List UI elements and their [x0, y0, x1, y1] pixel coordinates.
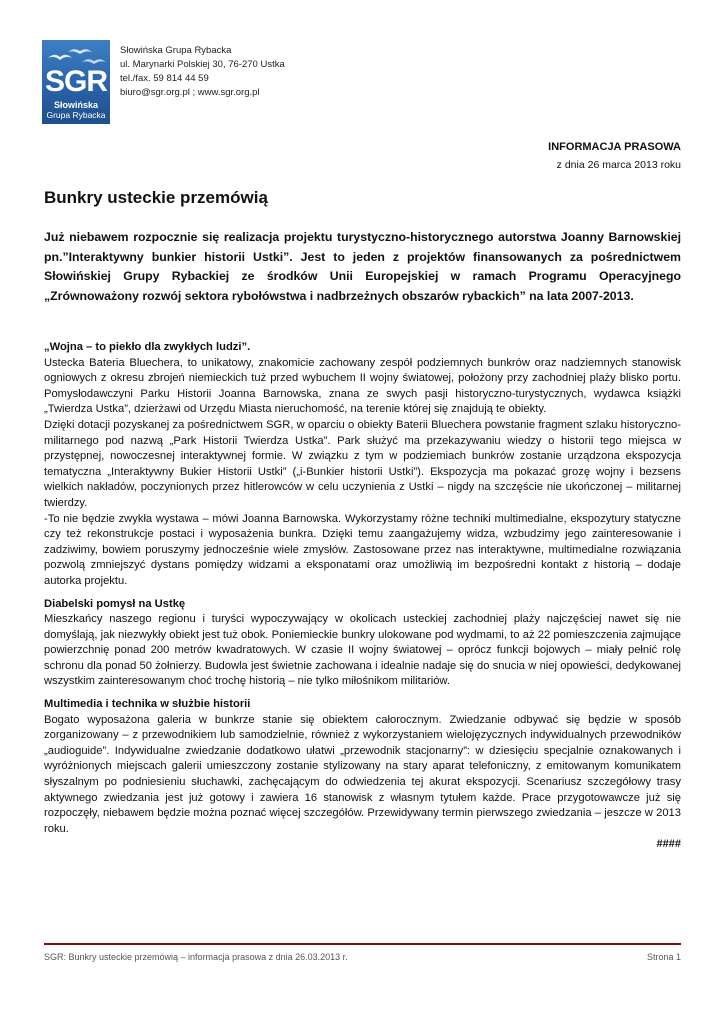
- page-number: Strona 1: [646, 952, 681, 962]
- logo-line-1: Słowińska: [53, 100, 98, 110]
- lead-paragraph: Już niebawem rozpocznie się realizacja projektu turystyczno-historycznego autorstwa Joanny Barnowskiej pn.”Interaktywny bunkier historii Ustki”. Jest to jeden z projektów finansowanych za pośrednictwem Słowińskiej Grupy Rybackiej ze środków Unii Europejskiej w ramach Programu Operacyjnego „Zrównoważony rozwój sektora rybołówstwa i nadbrzeżnych obszarów rybackich” na lata 2007-2013.: [44, 230, 681, 303]
- end-mark: ####: [656, 838, 681, 851]
- press-date: z dnia 26 marca 2013 roku: [556, 159, 681, 171]
- paragraph: -To nie będzie zwykła wystawa – mówi Joanna Barnowska. Wykorzystamy różne techniki multimedialne, ekspozytury statyczne czy też rekonstrukcje postaci i wyposażenia bunkra. Dzięki temu zaangażujemy widza, wzbudzimy jego zainteresowanie i zadziwimy, bowiem poruszymy jednocześnie wiele zmysłów. Zastosowane przez nas interaktywne, multimedialne rozwiązania pozwolą zmniejszyć dystans pomiędzy widzami a eksponatami oraz umożliwią im bezpośredni kontakt z historią – dodaje autorka projektu.: [44, 512, 681, 587]
- logo-mark: SGR: [44, 65, 107, 98]
- paragraph: Bogato wyposażona galeria w bunkrze stanie się obiektem całorocznym. Zwiedzanie odbywać się będzie w sposób zorganizowany – z przewodnikiem lub samodzielnie, również z wykorzystaniem wielojęzycznych indywidualnych przewodników „audioguide”. Indywidualne zwiedzanie dodatkowo ułatwi „przewodnik stacjonarny”: w dziesięciu specjalnie oznakowanych i wyróżnionych miejscach galerii umieszczony zostanie stylizowany na stary aparat telefoniczny, z emitowanym komunikatem słyszalnym po podniesieniu słuchawki, zachęcającym do odwiedzenia tej akurat ekspozycji. Scenariusz szczegółowy trasy aktywnego zwiedzania jest już gotowy i zawiera 16 stanowisk z własnym tytułem każde. Prace przygotowawcze już się rozpoczęły, niebawem będzie można poznać więcej szczegółów. Przewidywany termin pierwszego zwiedzania – jeszcze w 2013 roku.: [44, 713, 681, 835]
- sgr-logo: [42, 40, 110, 124]
- org-phone: tel./fax. 59 814 44 59: [120, 73, 209, 84]
- paragraph: Mieszkańcy naszego regionu i turyści wypoczywający w okolicach usteckiej zachodniej plaży najczęściej nawet się nie domyślają, jak niezwykły obiekt jest tuż obok. Poniemieckie bunkry ulokowane pod wydmami, to aż 22 pomieszczenia zajmujące powierzchnię ponad 200 metrów kwadratowych. W czasie II wojny światowej – oprócz funkcji bojowych – miały pełnić rolę schronu dla ponad 50 żołnierzy. Budowla jest świetnie zachowana i idealnie nadaje się do snucia w niej opowieści, dedykowanej wszystkim zainteresowanym choć trochę historią – nie tylko miłośnikom militariów.: [44, 613, 681, 688]
- org-email-web[interactable]: biuro@sgr.org.pl ; www.sgr.org.pl: [120, 87, 260, 98]
- org-address: ul. Marynarki Polskiej 30, 76-270 Ustka: [120, 59, 285, 70]
- paragraph: Dzięki dotacji pozyskanej za pośrednictwem SGR, w oparciu o obiekty Baterii Bluechera powstanie fragment szlaku historyczno-militarnego pod nazwą „Park Historii Twierdza Ustka”. Park służyć ma przekazywaniu wiedzy o historii tego miejsca w przystępnej, nowoczesnej interaktywnej formie. W związku z tym w podziemiach bunkrów zostanie urządzona ekspozycja tematyczna „Interaktywny Bukier Historii Ustki” („i-Bunkier historii Ustki”). Ekspozycja ma pokazać grozę wojny i bezsens wielkich nakładów, poczynionych przez hitlerowców w celu uczynienia z Ustki – nigdy na szczęście nie ukończonej – militarnej twierdzy.: [44, 418, 681, 509]
- section-heading-1: „Wojna – to piekło dla zwykłych ludzi”.: [44, 341, 251, 353]
- press-info: [548, 138, 681, 174]
- footer-rule: [44, 943, 681, 945]
- logo-line-2: Grupa Rybacka: [46, 110, 106, 120]
- document-title: Bunkry usteckie przemówią: [44, 188, 268, 207]
- paragraph: Ustecka Bateria Bluechera, to unikatowy, znakomicie zachowany zespół podziemnych bunkrów oraz nadziemnych stanowisk ogniowych z okresu zbrojeń niemieckich tuż przed wybuchem II wojny światowej, położony przy zachodniej plaży blisko portu. Pomysłodawczyni Parku Historii Joanna Barnowska, znana ze swych pasji historyczno-turystycznych, wydawca książki „Twierdza Ustka”, dzierżawi od Urzędu Miasta nieruchomość, na terenie której się znajdują te obiekty.: [44, 356, 681, 416]
- section-heading-2: Diabelski pomysł na Ustkę: [44, 597, 186, 610]
- contact-block: [120, 44, 285, 100]
- org-name: Słowińska Grupa Rybacka: [120, 45, 232, 56]
- footer-caption: SGR: Bunkry usteckie przemówią – informacja prasowa z dnia 26.03.2013 r.: [44, 952, 348, 962]
- article-body: [44, 340, 681, 853]
- press-label: INFORMACJA PRASOWA: [548, 141, 681, 153]
- section-heading-3: Multimedia i technika w służbie historii: [44, 698, 251, 711]
